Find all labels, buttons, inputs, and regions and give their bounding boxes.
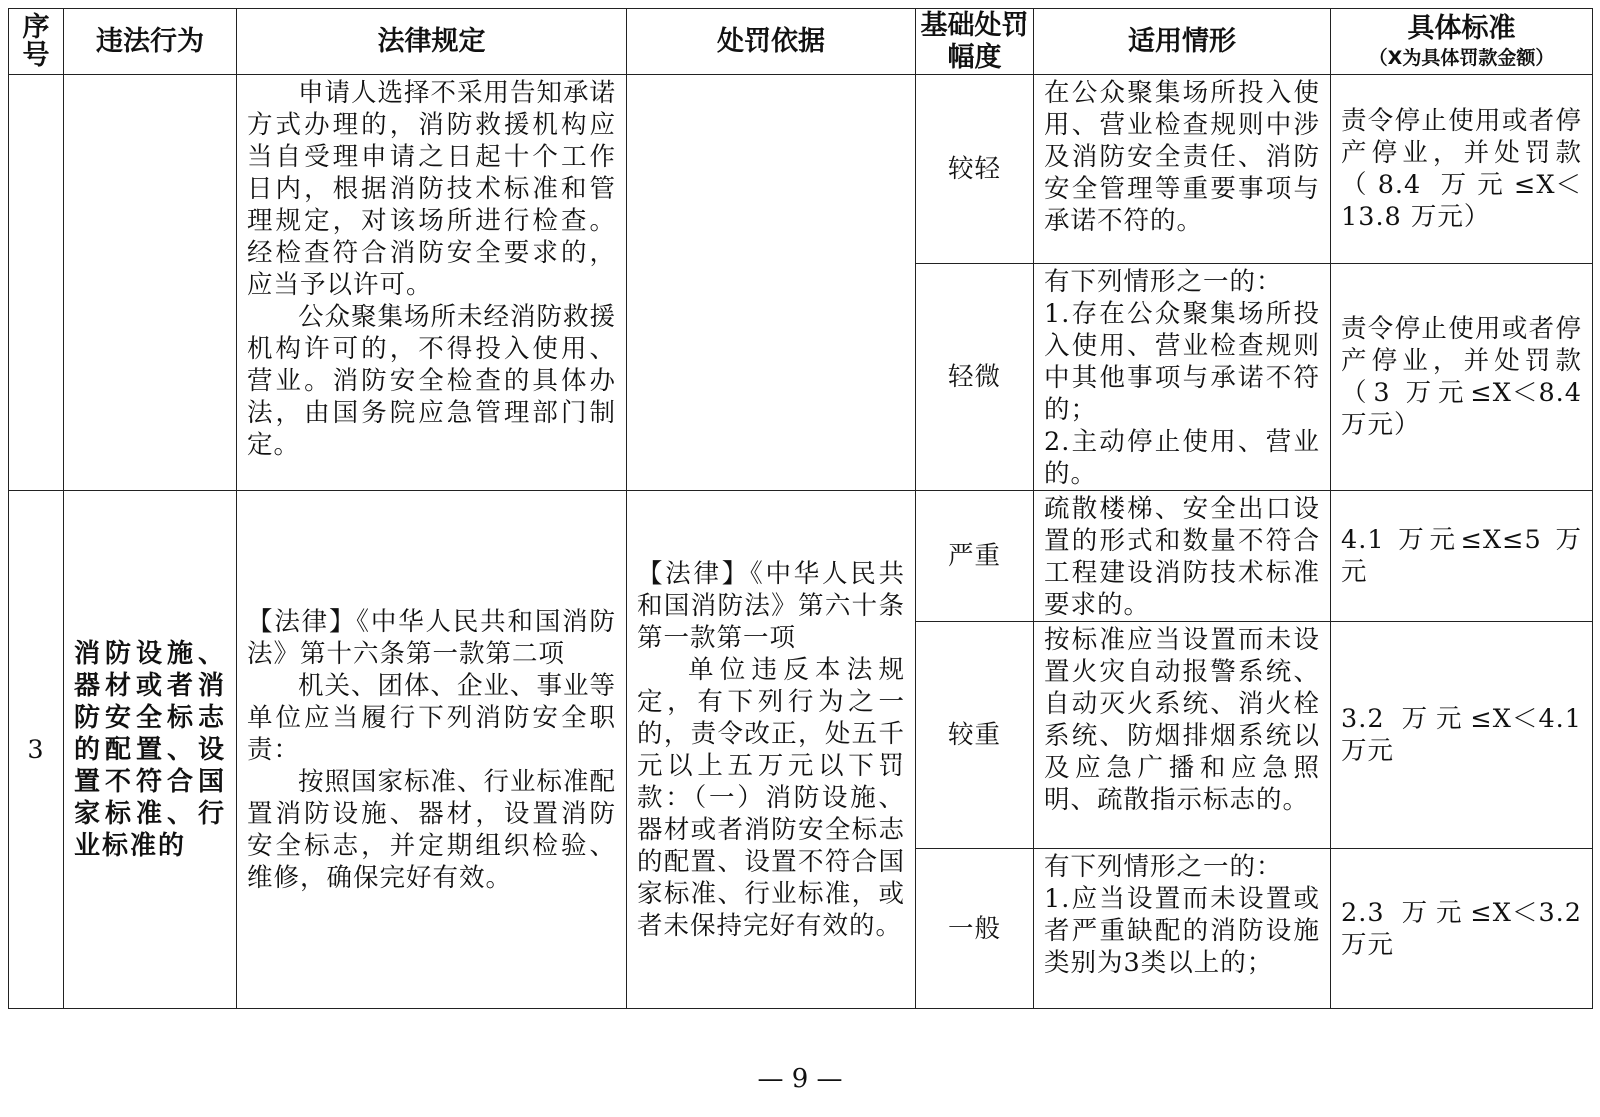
penalty-standard-table bbox=[8, 8, 1593, 1009]
header-act: 违法行为 bbox=[64, 9, 237, 75]
row3-law-paragraph-1: 【法律】《中华人民共和国消防法》第十六条第一款第二项 bbox=[247, 606, 616, 669]
situation-cell bbox=[1034, 622, 1331, 849]
header-seq: 序号 bbox=[9, 9, 64, 75]
standard-cell bbox=[1331, 622, 1593, 849]
situation-text: 按标准应当设置而未设置火灾自动报警系统、自动灭火系统、消火栓系统、防烟排烟系统以及应急广播和应急照明、疏散指示标志的。 bbox=[1044, 625, 1320, 815]
situation-cell bbox=[1034, 491, 1331, 622]
degree-cell: 较轻 bbox=[916, 75, 1034, 264]
situation-text: 有下列情形之一的： 1.存在公众聚集场所投入使用、营业检查规则中其他事项与承诺不符的； 2.主动停止使用、营业的。 bbox=[1044, 267, 1320, 489]
standard-text: 2.3 万元≤X＜3.2 万元 bbox=[1341, 897, 1582, 960]
standard-text: 3.2 万元≤X＜4.1 万元 bbox=[1341, 704, 1582, 766]
degree-cell: 轻微 bbox=[916, 264, 1034, 491]
header-basis: 处罚依据 bbox=[627, 9, 916, 75]
degree-cell: 较重 bbox=[916, 622, 1034, 849]
row3-basis-paragraph-1: 【法律】《中华人民共和国消防法》第六十条第一款第一项 bbox=[637, 558, 905, 653]
degree-cell: 严重 bbox=[916, 491, 1034, 622]
standard-text: 4.1 万元≤X≤5 万元 bbox=[1341, 525, 1582, 587]
row3-law-paragraph-2: 机关、团体、企业、事业等单位应当履行下列消防安全职责： bbox=[247, 670, 617, 765]
situation-cell bbox=[1034, 264, 1331, 491]
row3-law-paragraph-3: 按照国家标准、行业标准配置消防设施、器材，设置消防安全标志，并定期组织检验、维修，确保完好有效。 bbox=[247, 766, 617, 893]
row3-seq: 3 bbox=[9, 491, 64, 1009]
header-law: 法律规定 bbox=[237, 9, 627, 75]
standard-text: 责令停止使用或者停产停业，并处罚款（3 万元≤X＜8.4 万元） bbox=[1341, 314, 1582, 440]
table-row bbox=[9, 75, 1593, 264]
header-standard bbox=[1331, 9, 1593, 75]
table-row bbox=[9, 491, 1593, 622]
page-number: — 9 — bbox=[757, 1064, 843, 1094]
situation-text: 疏散楼梯、安全出口设置的形式和数量不符合工程建设消防技术标准要求的。 bbox=[1044, 494, 1320, 620]
row3-basis-cell bbox=[627, 491, 916, 1009]
standard-cell bbox=[1331, 75, 1593, 264]
row3-law-cell bbox=[237, 491, 627, 1009]
header-standard-note: （X为具体罚款金额） bbox=[1368, 46, 1555, 69]
standard-cell bbox=[1331, 264, 1593, 491]
row3-basis-paragraph-2: 单位违反本法规定，有下列行为之一的，责令改正，处五千元以上五万元以下罚款：（一）消防设施、器材或者消防安全标志的配置、设置不符合国家标准、行业标准，或者未保持完好有效的。 bbox=[637, 654, 905, 941]
header-row bbox=[9, 9, 1593, 75]
row3-act: 消防设施、器材或者消防安全标志的配置、设置不符合国家标准、行业标准的 bbox=[64, 491, 237, 1009]
standard-text: 责令停止使用或者停产停业，并处罚款（8.4 万元≤X＜13.8 万元） bbox=[1341, 106, 1582, 232]
situation-cell bbox=[1034, 75, 1331, 264]
prev-basis-cell bbox=[627, 75, 916, 491]
prev-law-paragraph-1: 申请人选择不采用告知承诺方式办理的，消防救援机构应当自受理申请之日起十个工作日内，根据消防技术标准和管理规定，对该场所进行检查。经检查符合消防安全要求的，应当予以许可。 bbox=[247, 78, 617, 300]
header-standard-title: 具体标准 bbox=[1407, 12, 1516, 44]
standard-cell bbox=[1331, 849, 1593, 1009]
header-degree: 基础处罚幅度 bbox=[916, 9, 1034, 75]
degree-cell: 一般 bbox=[916, 849, 1034, 1009]
prev-seq-cell bbox=[9, 75, 64, 491]
header-situation: 适用情形 bbox=[1034, 9, 1331, 75]
situation-text: 在公众聚集场所投入使用、营业检查规则中涉及消防安全责任、消防安全管理等重要事项与承诺不符的。 bbox=[1044, 78, 1320, 236]
prev-law-cell bbox=[237, 75, 627, 491]
standard-cell bbox=[1331, 491, 1593, 622]
prev-law-paragraph-2: 公众聚集场所未经消防救援机构许可的，不得投入使用、营业。消防安全检查的具体办法，由国务院应急管理部门制定。 bbox=[247, 302, 617, 460]
prev-act-cell bbox=[64, 75, 237, 491]
situation-text: 有下列情形之一的： 1.应当设置而未设置或者严重缺配的消防设施类别为3类以上的； bbox=[1044, 852, 1320, 978]
situation-cell bbox=[1034, 849, 1331, 1009]
